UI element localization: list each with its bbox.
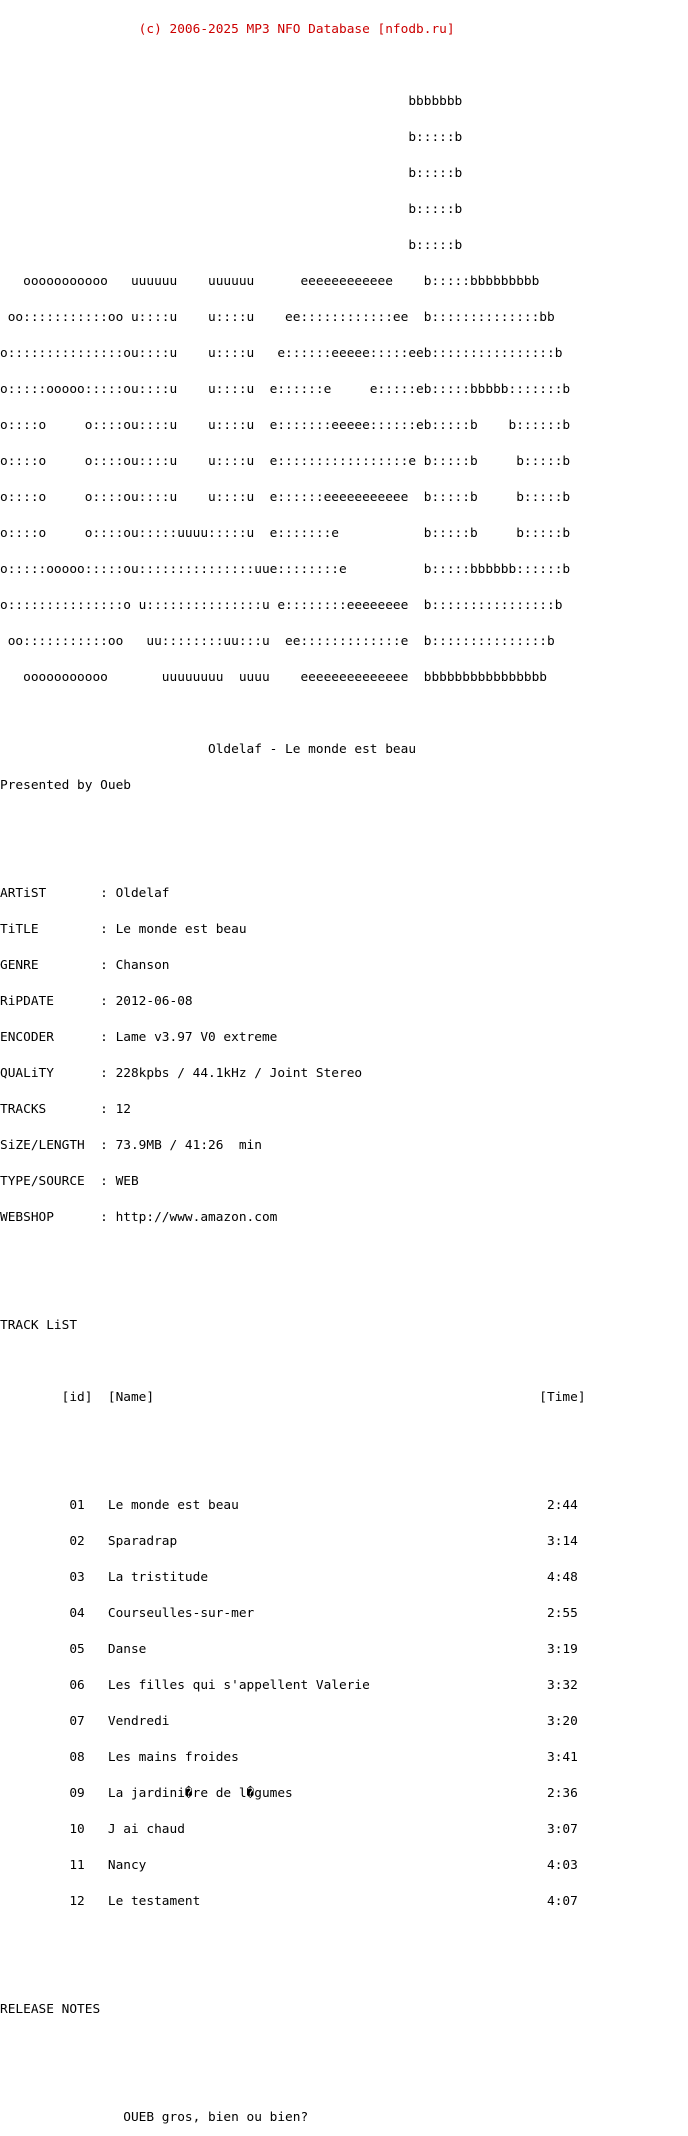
ascii-art-line: o:::::::::::::::ou::::u u::::u e::::::eeeee:::::eeb::::::::::::::::b [0,346,563,361]
track-row: 10 J ai chaud 3:07 [0,1822,578,1837]
ascii-art-line: o:::::ooooo:::::ou::::u u::::u e::::::e e:::::eb:::::bbbbb:::::::b [0,382,571,397]
info-tracks: TRACKS : 12 [0,1102,131,1117]
ascii-art-line: oo:::::::::::oo u::::u u::::u ee::::::::::::ee b::::::::::::::bb [0,310,555,325]
ascii-art-line: bbbbbbb [0,94,463,109]
track-row: 05 Danse 3:19 [0,1642,578,1657]
ascii-art-line: o:::::::::::::::o u:::::::::::::::u e::::::::eeeeeeee b::::::::::::::::b [0,598,563,613]
info-ripdate: RiPDATE : 2012-06-08 [0,994,193,1009]
info-artist: ARTiST : Oldelaf [0,886,170,901]
info-quality: QUALiTY : 228kpbs / 44.1kHz / Joint Stereo [0,1066,363,1081]
blank-line [0,1428,688,1440]
release-notes-body: OUEB gros, bien ou bien? [0,2110,309,2125]
track-row: 11 Nancy 4:03 [0,1858,578,1873]
track-row: 01 Le monde est beau 2:44 [0,1498,578,1513]
info-title: TiTLE : Le monde est beau [0,922,247,937]
ascii-art-line: b:::::b [0,202,463,217]
ascii-art-line: o::::o o::::ou::::u u::::u e:::::::::::::::::e b:::::b b:::::b [0,454,571,469]
track-row: 02 Sparadrap 3:14 [0,1534,578,1549]
ascii-art-line: o::::o o::::ou::::u u::::u e:::::::eeeee::::::eb:::::b b::::::b [0,418,571,433]
release-title: Oldelaf - Le monde est beau [0,742,417,757]
tracklist-title: TRACK LiST [0,1318,78,1333]
ascii-art-line: oo:::::::::::oo uu::::::::uu:::u ee:::::::::::::e b:::::::::::::::b [0,634,555,649]
track-row: 07 Vendredi 3:20 [0,1714,578,1729]
info-encoder: ENCODER : Lame v3.97 V0 extreme [0,1030,278,1045]
ascii-art-line: b:::::b [0,130,463,145]
presented-by: Presented by Oueb [0,778,131,793]
info-type-source: TYPE/SOURCE : WEB [0,1174,139,1189]
track-row: 03 La tristitude 4:48 [0,1570,578,1585]
ascii-art-line: ooooooooooo uuuuuuuu uuuu eeeeeeeeeeeeee bbbbbbbbbbbbbbbb [0,670,548,685]
blank-line [0,2076,688,2088]
tracklist-header: [id] [Name] [Time] [0,1390,586,1405]
ascii-art-line: b:::::b [0,238,463,253]
ascii-art-line: o::::o o::::ou::::u u::::u e::::::eeeeeeeeeee b:::::b b:::::b [0,490,571,505]
nfodb-header: (c) 2006-2025 MP3 NFO Database [nfodb.ru] [0,22,455,37]
blank-line [0,2040,688,2052]
track-row: 09 La jardini�re de l�gumes 2:36 [0,1786,578,1801]
ascii-art-line: ooooooooooo uuuuuu uuuuuu eeeeeeeeeeee b:::::bbbbbbbbb [0,274,540,289]
track-list [0,1476,688,1932]
release-notes-title: RELEASE NOTES [0,2002,101,2017]
blank-line [0,1968,688,1980]
ascii-art-line: o:::::ooooo:::::ou:::::::::::::::uue::::::::e b:::::bbbbbb::::::b [0,562,571,577]
track-row: 06 Les filles qui s'appellent Valerie 3:32 [0,1678,578,1693]
blank-line [0,1284,688,1296]
blank-line [0,816,688,828]
track-row: 04 Courseulles-sur-mer 2:55 [0,1606,578,1621]
info-size-length: SiZE/LENGTH : 73.9MB / 41:26 min [0,1138,262,1153]
release-info [0,864,688,1248]
track-row: 08 Les mains froides 3:41 [0,1750,578,1765]
info-genre: GENRE : Chanson [0,958,170,973]
ascii-art-logo [0,72,688,708]
info-webshop: WEBSHOP : http://www.amazon.com [0,1210,278,1225]
track-row: 12 Le testament 4:07 [0,1894,578,1909]
ascii-art-line: b:::::b [0,166,463,181]
blank-line [0,1356,688,1368]
ascii-art-line: o::::o o::::ou:::::uuuu:::::u e:::::::e b:::::b b:::::b [0,526,571,541]
